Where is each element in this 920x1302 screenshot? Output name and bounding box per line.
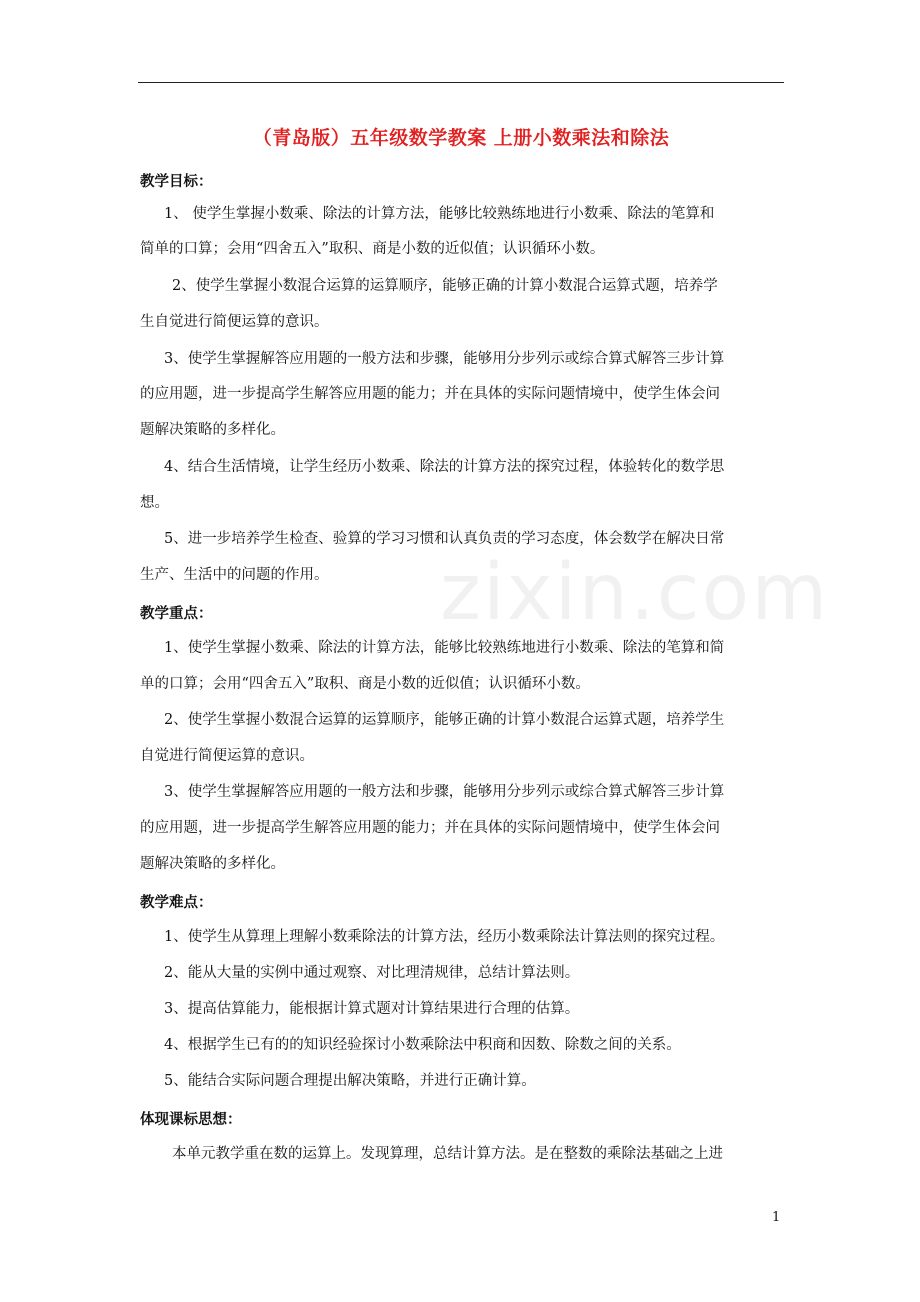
key-points-line: 单的口算；会用“四舍五入”取积、商是小数的近似值；认识循环小数。: [140, 676, 590, 692]
key-points-line: 自觉进行简便运算的意识。: [140, 748, 314, 764]
difficulties-line: 4、根据学生已有的的知识经验探讨小数乘除法中积商和因数、除数之间的关系。: [164, 1037, 681, 1053]
goals-line: 生自觉进行简便运算的意识。: [140, 314, 329, 330]
key-points-line: 的应用题，进一步提高学生解答应用题的能力；并在具体的实际问题情境中，使学生体会问: [140, 820, 720, 836]
key-points-heading: 教学重点：: [140, 606, 213, 622]
document-title: （青岛版）五年级数学教案 上册小数乘法和除法: [252, 127, 670, 149]
standards-line: 本单元教学重在数的运算上。发现算理，总结计算方法。是在整数的乘除法基础之上进: [172, 1146, 723, 1162]
goals-line: 2、使学生掌握小数混合运算的运算顺序，能够正确的计算小数混合运算式题，培养学: [172, 278, 718, 294]
difficulties-heading: 教学难点：: [140, 895, 213, 911]
goals-line: 5、进一步培养学生检查、验算的学习习惯和认真负责的学习态度，体会数学在解决日常: [164, 531, 725, 547]
header-rule: [138, 82, 784, 83]
difficulties-line: 5、能结合实际问题合理提出解决策略，并进行正确计算。: [164, 1073, 536, 1089]
goals-line: 想。: [140, 495, 169, 511]
goals-line: 4、结合生活情境，让学生经历小数乘、除法的计算方法的探究过程，体验转化的数学思: [164, 459, 725, 475]
key-points-line: 2、使学生掌握小数混合运算的运算顺序，能够正确的计算小数混合运算式题，培养学生: [164, 712, 725, 728]
page-number: 1: [772, 1210, 781, 1225]
key-points-line: 题解决策略的多样化。: [140, 856, 285, 872]
goals-heading: 教学目标：: [140, 174, 213, 190]
key-points-line: 3、使学生掌握解答应用题的一般方法和步骤，能够用分步列示或综合算式解答三步计算: [164, 784, 725, 800]
difficulties-line: 2、能从大量的实例中通过观察、对比理清规律，总结计算法则。: [164, 965, 580, 981]
key-points-line: 1、使学生掌握小数乘、除法的计算方法，能够比较熟练地进行小数乘、除法的笔算和简: [164, 640, 725, 656]
goals-line: 简单的口算；会用“四舍五入”取积、商是小数的近似值；认识循环小数。: [140, 241, 605, 257]
goals-line: 生产、生活中的问题的作用。: [140, 567, 329, 583]
goals-line: 1、 使学生掌握小数乘、除法的计算方法，能够比较熟练地进行小数乘、除法的笔算和: [164, 206, 715, 222]
watermark: zixin.com: [440, 548, 830, 638]
goals-line: 题解决策略的多样化。: [140, 422, 285, 438]
goals-line: 3、使学生掌握解答应用题的一般方法和步骤，能够用分步列示或综合算式解答三步计算: [164, 351, 725, 367]
difficulties-line: 1、使学生从算理上理解小数乘除法的计算方法，经历小数乘除法计算法则的探究过程。: [164, 929, 725, 945]
difficulties-line: 3、提高估算能力，能根据计算式题对计算结果进行合理的估算。: [164, 1001, 580, 1017]
standards-heading: 体现课标思想：: [140, 1112, 242, 1128]
goals-line: 的应用题，进一步提高学生解答应用题的能力；并在具体的实际问题情境中，使学生体会问: [140, 386, 720, 402]
